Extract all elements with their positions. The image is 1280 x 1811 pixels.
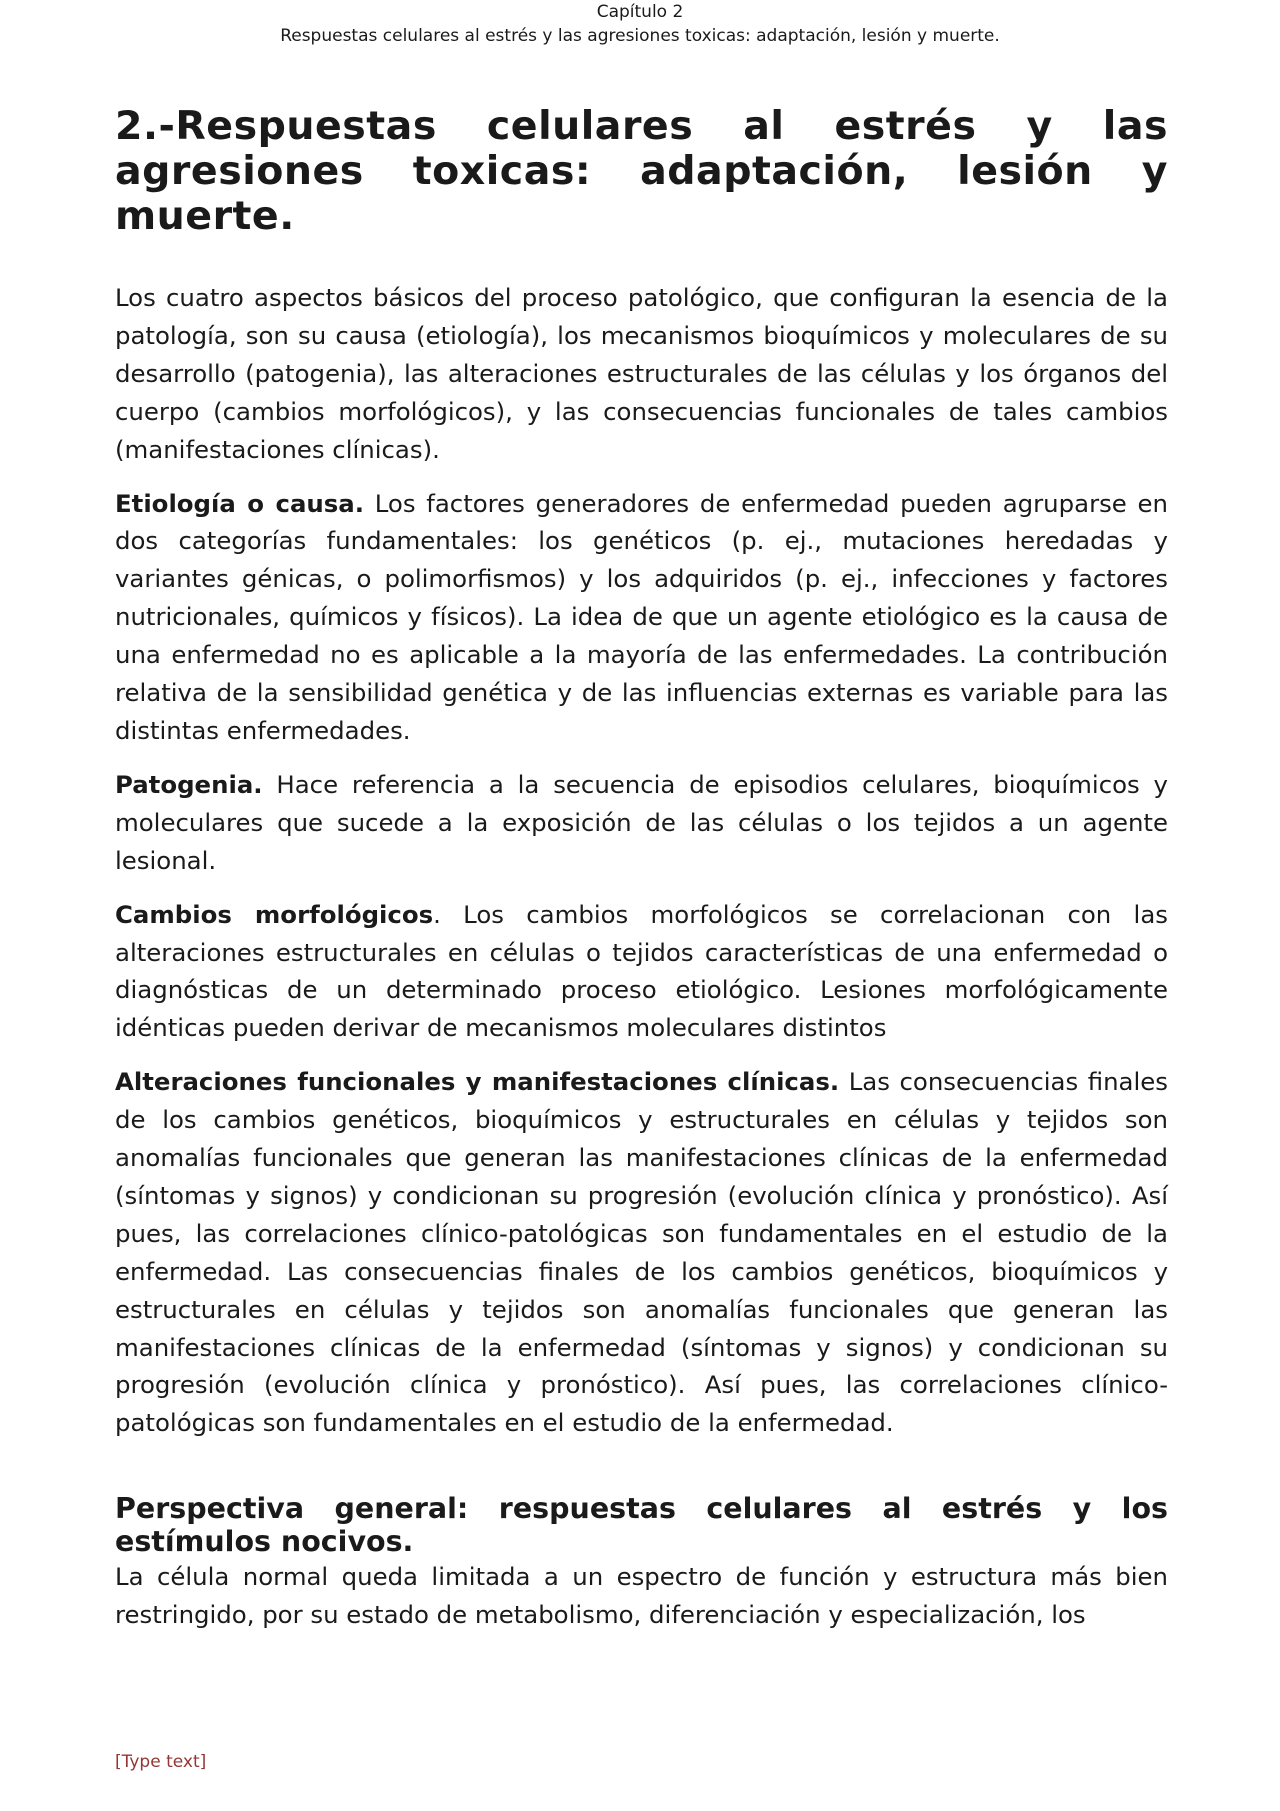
clinical-paragraph (115, 1063, 1168, 1442)
pathogenesis-text: Hace referencia a la secuencia de episodios celulares, bioquímicos y moleculares que sucede a la exposición de las células o los tejidos a un agente lesional. (115, 769, 1168, 875)
etiology-text: Los factores generadores de enfermedad pueden agruparse en dos categorías fundamentales: los genéticos (p. ej., mutaciones heredadas y variantes génicas, o polimorfismos) y los adquiridos (p. ej., infecciones y factores nutricionales, químicos y físicos). La idea de que un agente etiológico es la causa de una enfermedad no es aplicable a la mayoría de las enfermedades. La contribución relativa de la sensibilidad genética y de las influencias externas es variable para las distintas enfermedades. (115, 488, 1168, 745)
section-paragraph: La célula normal queda limitada a un espectro de función y estructura más bien restringido, por su estado de metabolismo, diferenciación y especialización, los (115, 1562, 1168, 1630)
clinical-term: Alteraciones funcionales y manifestaciones clínicas. (115, 1067, 840, 1097)
etiology-term: Etiología o causa. (115, 488, 365, 518)
morphology-paragraph (115, 896, 1168, 1048)
morphology-text: . Los cambios morfológicos se correlacionan con las alteraciones estructurales en células o tejidos características de una enfermedad o diagnósticas de un determinado proceso etiológico. Lesiones morfológicamente idénticas pueden derivar de mecanismos moleculares distintos (115, 899, 1168, 1043)
intro-paragraph: Los cuatro aspectos básicos del proceso patológico, que configuran la esencia de la patología, son su causa (etiología), los mecanismos bioquímicos y moleculares de su desarrollo (patogenia), las alteraciones estructurales de las células y los órganos del cuerpo (cambios morfológicos), y las consecuencias funcionales de tales cambios (manifestaciones clínicas). (115, 283, 1168, 464)
running-title: Respuestas celulares al estrés y las agresiones toxicas: adaptación, lesión y muerte. (280, 26, 1000, 46)
pathogenesis-paragraph (115, 766, 1168, 880)
morphology-term: Cambios morfológicos (115, 899, 434, 929)
pathogenesis-term: Patogenia. (115, 769, 263, 799)
section-heading: Perspectiva general: respuestas celulares al estrés y los estímulos nocivos. (115, 1492, 1168, 1559)
page-header (0, 0, 1280, 48)
chapter-label: Capítulo 2 (596, 2, 684, 22)
footer-placeholder: [Type text] (115, 1752, 207, 1772)
page-title: 2.-Respuestas celulares al estrés y las agresiones toxicas: adaptación, lesión y muerte. (115, 103, 1168, 239)
document-body (115, 104, 1168, 1634)
clinical-text: Las consecuencias finales de los cambios genéticos, bioquímicos y estructurales en células y tejidos son anomalías funcionales que generan las manifestaciones clínicas de la enfermedad (síntomas y signos) y condicionan su progresión (evolución clínica y pronóstico). Así pues, las correlaciones clínico-patológicas son fundamentales en el estudio de la enfermedad. Las consecuencias finales de los cambios genéticos, bioquímicos y estructurales en células y tejidos son anomalías funcionales que generan las manifestaciones clínicas de la enfermedad (síntomas y signos) y condicionan su progresión (evolución clínica y pronóstico). Así pues, las correlaciones clínico-patológicas son fundamentales en el estudio de la enfermedad. (115, 1067, 1168, 1438)
etiology-paragraph (115, 485, 1168, 750)
